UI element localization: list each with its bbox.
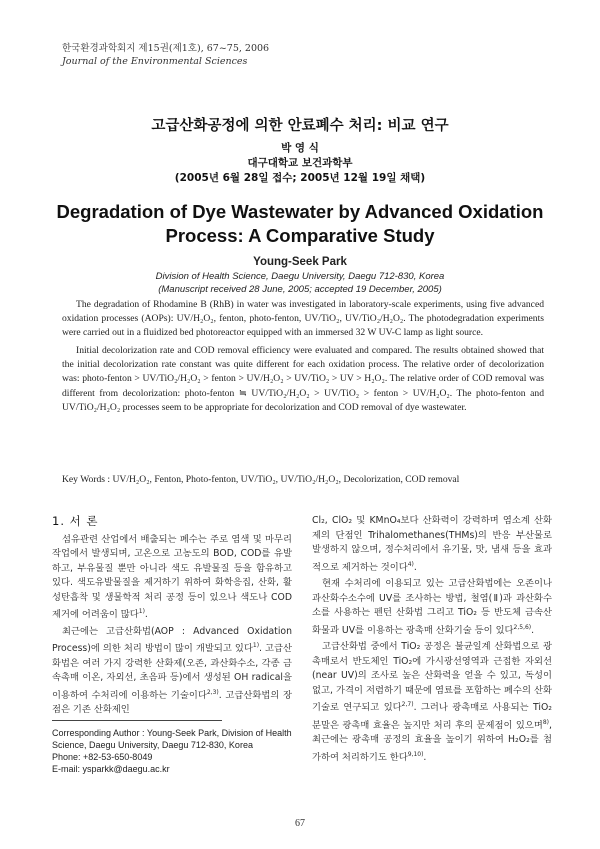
intro-paragraph-2 xyxy=(52,625,292,718)
english-author-block xyxy=(0,254,600,296)
right-paragraph-3-text-b: . 그러나 광촉매로 사용되는 TiO₂ 분말은 광촉매 효율은 높지만 처리 후의 문제점이 있으며 xyxy=(312,702,552,731)
english-affiliation: Division of Health Science, Daegu University, Daegu 712-830, Korea xyxy=(155,271,445,282)
section-heading-introduction: 1. 서 론 xyxy=(52,514,99,528)
right-paragraph-2-text: 현재 수처리에 이용되고 있는 고급산화법에는 오존이나 과산화수소수에 UV를 조사하는 방법, 철염(Ⅱ)과 과산화수소를 사용하는 펜턴 산화법 그리고 TiO₂ 등 반도체 금속산화물과 UV를 이용하는 광촉매 산화기술 등이 있다 xyxy=(312,578,552,636)
korean-title: 고급산화공정에 의한 안료폐수 처리: 비교 연구 xyxy=(151,118,449,134)
english-dates: (Manuscript received 28 June, 2005; accepted 19 December, 2005) xyxy=(158,284,442,295)
right-paragraph-1-text: Cl₂, ClO₂ 및 KMnO₄보다 산화력이 강력하며 염소계 산화제의 단점인 Trihalomethanes(THMs)의 반응 부산물로 발생하지 않으며, 정수처리에서 유기물, 맛, 냄새 등을 효과적으로 제거하는 것이다 xyxy=(312,515,552,573)
right-paragraph-2: 현재 수처리에 이용되고 있는 고급산화법에는 오존이나 과산화수소수에 UV를 조사하는 방법, 철염(Ⅱ)과 과산화수소를 사용하는 펜턴 산화법 그리고 TiO₂ 등 반도체 금속산화물과 UV를 이용하는 광촉매 산화기술 등이 있다$^{2,5,6)}$. xyxy=(312,578,552,636)
english-author: Young-Seek Park xyxy=(253,256,347,268)
korean-author: 박 영 식 xyxy=(281,142,319,154)
citation-ref: 8) xyxy=(542,718,550,726)
citation-ref: 2,5,6) xyxy=(513,623,532,631)
citation-ref: 2,7) xyxy=(401,701,414,709)
abstract xyxy=(62,298,544,419)
corresponding-phone: Phone: +82-53-650-8049 xyxy=(52,752,153,762)
right-column xyxy=(312,514,552,767)
footnote-divider xyxy=(52,720,222,721)
correspondence-footnote xyxy=(52,727,302,775)
right-paragraph-1: Cl₂, ClO₂ 및 KMnO₄보다 산화력이 강력하며 염소계 산화제의 단점인 Trihalomethanes(THMs)의 반응 부산물로 발생하지 않으며, 정수처리에서 유기물, 맛, 냄새 등을 효과적으로 제거하는 것이다$^{4)}$. xyxy=(312,515,552,573)
citation-ref: 2,3) xyxy=(206,688,219,696)
corresponding-author: Corresponding Author : Young-Seek Park, Division of Health Science, Daegu University, Daegu 712-830, Korea xyxy=(52,728,292,750)
journal-citation: 한국환경과학회지 제15권(제1호), 67~75, 2006 xyxy=(62,43,270,54)
intro-paragraph-2-text: 최근에는 고급산화법(AOP : Advanced Oxidation Process)에 의한 처리 방법이 많이 개발되고 있다 xyxy=(52,625,292,655)
journal-header xyxy=(62,42,269,68)
right-paragraph-3-text: 고급산화법 중에서 TiO₂ 공정은 불균일계 산화법으로 광촉매로서 반도체인 TiO₂에 가시광선영역과 근접한 자외선(near UV)의 조사로 높은 산화력을 얻을 수 있고, 독성이 없고, 가격이 저렴하기 때문에 염료를 포함하는 폐수의 산화기술로 연구되고 있다 xyxy=(312,641,552,714)
korean-author-block xyxy=(0,141,600,186)
citation-ref: 9,10) xyxy=(407,750,424,758)
page-number: 67 xyxy=(295,818,305,829)
corresponding-email: E-mail: ysparkk@daegu.ac.kr xyxy=(52,764,170,774)
korean-affiliation: 대구대학교 보건과학부 xyxy=(247,157,353,169)
korean-dates: (2005년 6월 28일 접수; 2005년 12월 19일 채택) xyxy=(174,172,426,184)
english-title-line1: Degradation of Dye Wastewater by Advanced Oxidation xyxy=(56,201,544,222)
intro-paragraph-1-text: 섬유관련 산업에서 배출되는 폐수는 주로 염색 및 마무리 작업에서 발생되며, 고온으로 고농도의 BOD, COD를 유발하고, 부유물질 뿐만 아니라 색도 유발물질 등을 함유하고 있다. 색도유발물질을 제거하기 위하여 화학응집, 산화, 활성탄흡착 및 생물학적 처리 공정 등이 있으나 색도나 COD 제거에 어려움이 많다 xyxy=(52,533,292,621)
keywords: Key Words : UV/H₂O₂, Fenton, Photo-fenton, UV/TiO₂, UV/TiO₂/H₂O₂, Decolorization, COD removal xyxy=(62,474,460,485)
intro-paragraph-1: 섬유관련 산업에서 배출되는 폐수는 주로 염색 및 마무리 작업에서 발생되며, 고온으로 고농도의 BOD, COD를 유발하고, 부유물질 뿐만 아니라 색도 유발물질 등을 함유하고 있다. 색도유발물질을 제거하기 위하여 화학응집, 산화, 활성탄흡착 및 생물학적 처리 공정 등이 있으나 색도나 COD 제거에 어려움이 많다$^{1)}$. xyxy=(52,533,292,621)
journal-name: Journal of the Environmental Sciences xyxy=(62,56,248,67)
right-paragraph-3-text-c: , 최근에는 광촉매 공정의 효율을 높이기 위하여 H₂O₂를 첨가하여 처리하기도 한다 xyxy=(312,719,552,763)
abstract-paragraph-1: The degradation of Rhodamine B (RhB) in water was investigated in laboratory-scale experiments, using five advanced oxidation processes (AOPs): UV/H₂O₂, fenton, photo-fenton, UV/TiO₂, UV/TiO₂/H₂O₂. The photodegradation experiments were carried out in a fluidized bed photoreactor equipped with an immersed 32 W UV-C lamp as light source. xyxy=(62,299,544,339)
citation-ref: 1) xyxy=(252,642,260,650)
left-column xyxy=(52,514,292,720)
abstract-paragraph-2: Initial decolorization rate and COD removal efficiency were evaluated and compared. The results obtained showed that the initial decolorization rate constant was quite different for each oxidation process. The relative order of decolorization was: photo-fenton > UV/TiO₂/H₂O₂ > fenton > UV/H₂O₂ > UV/TiO₂ > UV > H₂O₂. The relative order of COD removal was different from decolorization: photo-fenton ≒ UV/TiO₂/H₂O₂ > UV/TiO₂ > fenton > UV/H₂O₂. The photo-fenton and UV/TiO₂/H₂O₂ processes seem to be appropriate for decolorization and COD removal of dye wastewater. xyxy=(62,345,544,413)
english-title xyxy=(0,200,600,248)
right-paragraph-3: 고급산화법 중에서 TiO₂ 공정은 불균일계 산화법으로 광촉매로서 반도체인 TiO₂에 가시광선영역과 근접한 자외선(near UV)의 조사로 높은 산화력을 얻을 수 있고, 독성이 없고, 가격이 저렴하기 때문에 염료를 포함하는 폐수의 산화기술로 연구되고 있다$^{2,7)}$. 그러나 광촉매로 사용되는 TiO₂ 분말은 광촉매 효율은 높지만 처리 후의 문제점이 있으며$^{8)}$, 최근에는 광촉매 공정의 효율을 높이기 위하여 H₂O₂를 첨가하여 처리하기도 한다$^{9,10)}$. xyxy=(312,641,552,763)
intro-paragraph-2-text-c: . 고급산화법의 장점은 기존 산화제인 xyxy=(52,689,293,716)
citation-ref: 1) xyxy=(138,608,145,615)
intro-paragraph-2-text-b: . 고급산화법은 여러 가지 강력한 산화제(오존, 과산화수소, 각종 금속촉매 이온, 자외선, 초음파 등)에서 생성된 OH radical을 이용하여 수처리에 이용하는 기술이다 xyxy=(52,643,292,701)
english-title-line2: Process: A Comparative Study xyxy=(165,225,435,246)
citation-ref: 4) xyxy=(407,560,414,568)
